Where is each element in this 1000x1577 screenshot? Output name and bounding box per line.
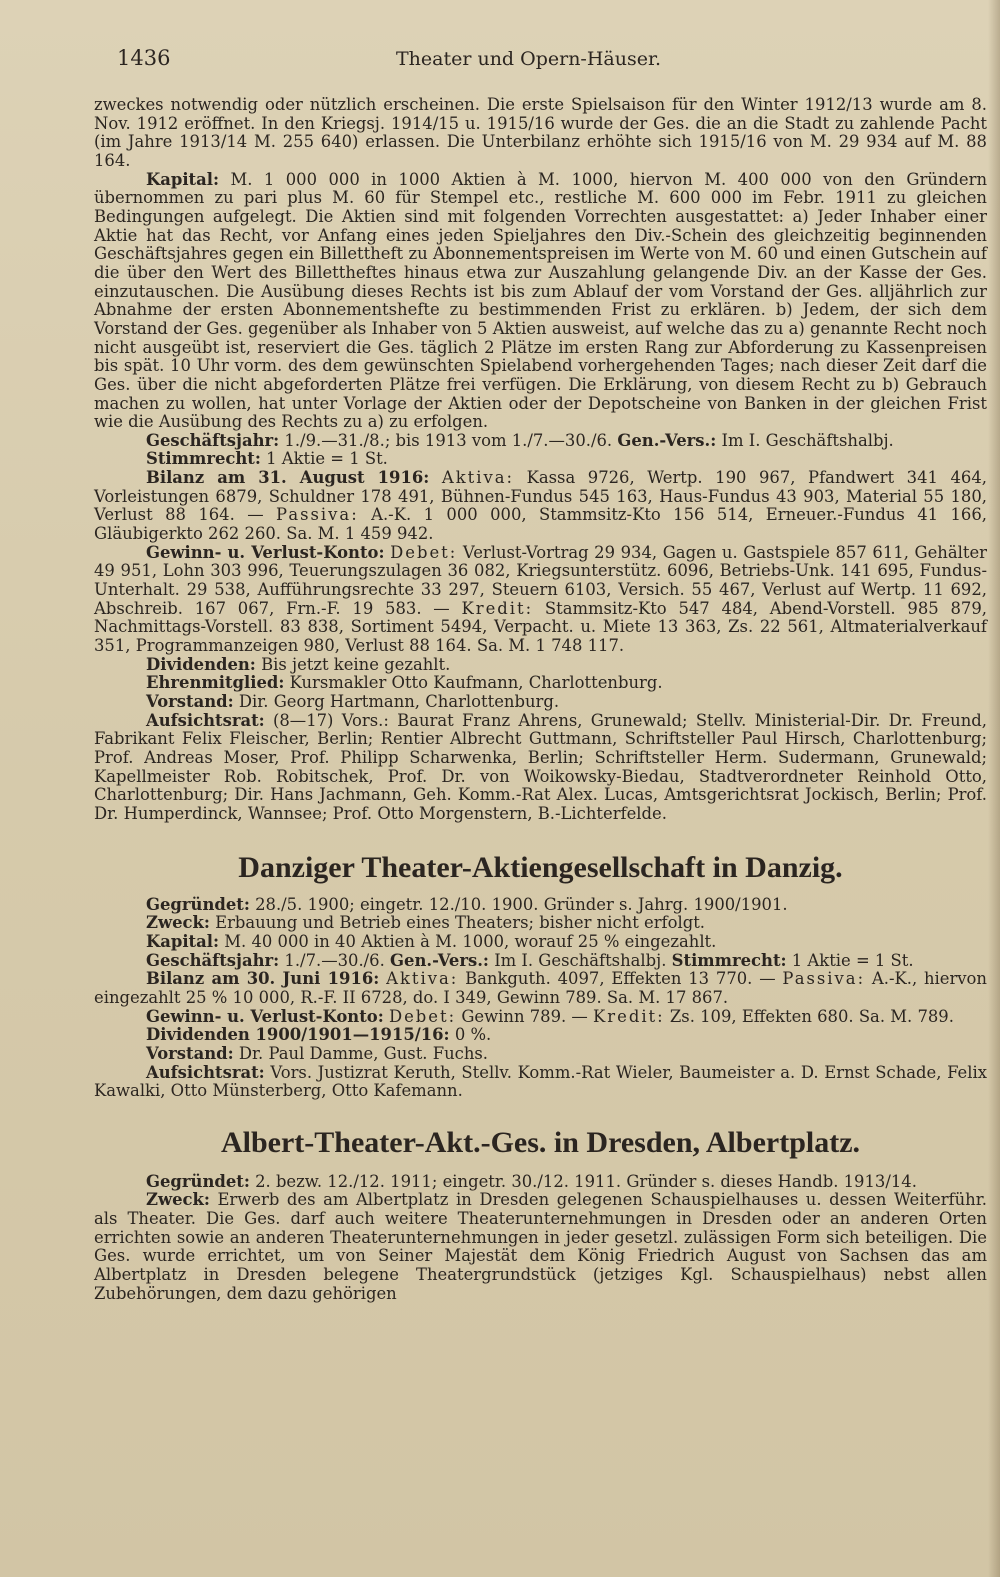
ehrenmitglied-text: Kursmakler Otto Kaufmann, Charlottenburg.: [289, 673, 663, 693]
danzig-dividenden-text: 0 %.: [454, 1025, 492, 1045]
danzig-zweck-label: Zweck:: [146, 913, 210, 933]
danzig-kapital-text: M. 40 000 in 40 Aktien à M. 1000, worauf 25 % eingezahlt.: [224, 931, 717, 951]
passiva-text: A.-K. 1 000 000, Stammsitz-Kto 156 514, Erneuer.-Fundus 41 166, Gläubigerkto 262 260. Sa. M. 1 459 942.: [94, 505, 987, 544]
danzig-stimmrecht-label: Stimmrecht:: [671, 950, 787, 970]
dividenden-paragraph: [94, 656, 987, 675]
danzig-vorstand-label: Vorstand:: [146, 1043, 234, 1063]
danzig-debet-text: Gewinn 789. —: [461, 1006, 588, 1026]
ehrenmitglied-label: Ehrenmitglied:: [146, 673, 285, 693]
stimmrecht-paragraph: [94, 450, 987, 469]
albert-gegruendet-paragraph: [94, 1173, 987, 1192]
aktiva-text: Kassa 9726, Wertp. 190 967, Pfandwert 341 464, Vorleistungen 6879, Schuldner 178 491, Bühnen-Fundus 545 163, Haus-Fundus 43 903, Material 55 180, Verlust 88 164. —: [94, 468, 987, 525]
stimmrecht-label: Stimmrecht:: [146, 449, 261, 469]
danzig-aufsichtsrat-label: Aufsichtsrat:: [146, 1062, 265, 1082]
albert-zweck-label: Zweck:: [146, 1190, 210, 1210]
danzig-gegruendet-label: Gegründet:: [146, 894, 250, 914]
passiva-label: Passiva:: [276, 505, 359, 525]
danzig-dividenden-paragraph: [94, 1026, 987, 1045]
bilanz-label: Bilanz am 31. August 1916:: [146, 468, 430, 488]
kredit-text: Stammsitz-Kto 547 484, Abend-Vorstell. 985 879, Nachmittags-Vorstell. 83 838, Sortiment 5494, Verpacht. u. Miete 13 363, Zs. 22 561, Altmaterialverkauf 351, Programmanzeigen 980, Verlust 88 164. Sa. M. 1 748 117.: [94, 598, 987, 656]
danzig-bilanz-label: Bilanz am 30. Juni 1916:: [146, 969, 380, 989]
albert-zweck-paragraph: [94, 1191, 987, 1303]
page-edge-shadow: [988, 0, 1000, 1577]
danzig-gen-vers-label: Gen.-Vers.:: [390, 950, 489, 970]
page-body: [94, 96, 987, 1303]
kapital-text: M. 1 000 000 in 1000 Aktien à M. 1000, hiervon M. 400 000 von den Gründern übernommen zu pari plus M. 60 für Stempel etc., restliche M. 600 000 im Febr. 1911 zu gleichen Bedingungen aufgelegt. Die Aktien sind mit folgenden Vorrechten ausgestattet: a) Jeder Inhaber einer Aktie hat das Recht, vor Anfang eines jeden Spieljahres den Div.-Schein des gleichzeitig beginnenden Geschäftsjahres gegen ein Billettheft zu Abonnementspreisen im Werte von M. 60 und einen Gutschein auf die über den Wert des Billettheftes hinaus etwa zur Auszahlung gelangende Div. an der Kasse der Ges. einzutauschen. Die Ausübung dieses Rechts ist bis zum Ablauf der vom Vorstand der Ges. alljährlich zur Abnahme der ersten Abonnementshefte zu bestimmenden Frist zu erklären. b) Jedem, der sich dem Vorstand der Ges. gegenüber als Inhaber von 5 Aktien ausweist, auf welche das zu a) genannte Recht noch nicht ausgeübt ist, reserviert die Ges. täglich 2 Plätze im ersten Rang zur Abforderung zu Kassenpreisen bis spät. 10 Uhr vorm. des dem gewünschten Spielabend vorhergehenden Tages; nach dieser Zeit darf die Ges. über die nicht abgeforderten Plätze frei verfügen. Die Erklärung, von diesem Recht zu b) Gebrauch machen zu wollen, hat unter Vorlage der Aktien oder der Depotscheine von Banken in der gleichen Frist wie die Ausübung des Rechts zu a) zu erfolgen.: [94, 169, 987, 432]
geschaeftsjahr-label: Geschäftsjahr:: [146, 430, 280, 450]
vorstand-label: Vorstand:: [146, 692, 234, 711]
danzig-debet-label: Debet:: [388, 1006, 457, 1026]
danzig-gewinn-verlust-label: Gewinn- u. Verlust-Konto:: [146, 1006, 384, 1026]
albert-gegruendet-label: Gegründet:: [146, 1171, 250, 1191]
geschaeftsjahr-paragraph: [94, 432, 987, 451]
kapital-paragraph: [94, 171, 987, 432]
gewinn-verlust-label: Gewinn- u. Verlust-Konto:: [146, 542, 385, 562]
gen-vers-text: Im I. Geschäftshalbj.: [721, 430, 894, 450]
danzig-gegruendet-text: 28./5. 1900; eingetr. 12./10. 1900. Gründer s. Jahrg. 1900/1901.: [255, 894, 788, 914]
danzig-vorstand-paragraph: [94, 1045, 987, 1064]
danzig-kapital-paragraph: [94, 933, 987, 952]
danzig-zweck-text: Erbauung und Betrieb eines Theaters; bisher nicht erfolgt.: [215, 913, 705, 933]
gewinn-verlust-paragraph: [94, 544, 987, 656]
danzig-geschaeftsjahr-paragraph: [94, 952, 987, 971]
danzig-passiva-text: A.-K., hiervon eingezahlt 25 % 10 000, R.-F. II 6728, do. I 349, Gewinn 789. Sa. M. 17 867.: [94, 969, 987, 1007]
aufsichtsrat-text: (8—17) Vors.: Baurat Franz Ahrens, Grunewald; Stellv. Ministerial-Dir. Dr. Freund, Fabrikant Felix Fleischer, Berlin; Rentier Albrecht Guttmann, Schriftsteller Paul Hirsch, Charlottenburg; Prof. Andreas Moser, Prof. Philipp Scharwenka, Berlin; Schriftsteller Herm. Sudermann, Grunewald; Kapellmeister Rob. Robitschek, Prof. Dr. von Woikowsky-Biedau, Stadtverordneter Reinhold Otto, Charlottenburg; Dir. Hans Jachmann, Geh. Komm.-Rat Alex. Lucas, Amtsgerichtsrat Jockisch, Berlin; Prof. Dr. Humperdinck, Wannsee; Prof. Otto Morgenstern, B.-Lichterfelde.: [94, 710, 987, 823]
danzig-gen-vers-text: Im I. Geschäftshalbj.: [494, 950, 667, 970]
page-header: [117, 46, 940, 76]
danzig-aktiva-label: Aktiva:: [386, 969, 459, 989]
aufsichtsrat-paragraph: [94, 712, 987, 824]
company-title-danzig: Danziger Theater-Aktiengesellschaft in Danzig.: [238, 850, 843, 884]
kapital-label: Kapital:: [146, 169, 220, 189]
aktiva-label: Aktiva:: [441, 468, 515, 488]
danzig-gewinn-verlust-paragraph: [94, 1008, 987, 1027]
danzig-bilanz-paragraph: [94, 970, 987, 1007]
ehrenmitglied-paragraph: [94, 674, 987, 693]
albert-zweck-text: Erwerb des am Albertplatz in Dresden gelegenen Schauspielhauses u. dessen Weiterführ. als Theater. Die Ges. darf auch weitere Theaterunternehmungen in Dresden oder an anderen Orten errichten sowie an anderen Theaterunternehmungen in jeder gesetzl. zulässigen Form sich beteiligen. Die Ges. wurde errichtet, um von Seiner Majestät dem König Friedrich August von Sachsen das am Albertplatz in Dresden belegene Theatergrundstück (jetziges Kgl. Schauspielhaus) nebst allen Zubehörungen, dem dazu gehörigen: [94, 1190, 987, 1303]
kredit-label: Kredit:: [461, 598, 534, 618]
vorstand-text: Dir. Georg Hartmann, Charlottenburg.: [238, 692, 560, 711]
danzig-geschaeftsjahr-text: 1./7.—30./6.: [284, 950, 385, 970]
running-title: Theater und Opern-Häuser.: [395, 48, 662, 70]
debet-text: Verlust-Vortrag 29 934, Gagen u. Gastspiele 857 611, Gehälter 49 951, Lohn 303 996, Teuerungszulagen 36 082, Kriegsunterstütz. 6096, Betriebs-Unk. 141 695, Fundus-Unterhalt. 29 538, Aufführungsrechte 33 297, Steuern 6103, Versich. 55 467, Verlust auf Wertp. 11 692, Abschreib. 167 067, Frn.-F. 19 583. —: [94, 542, 987, 618]
geschaeftsjahr-text: 1./9.—31./8.; bis 1913 vom 1./7.—30./6.: [284, 430, 613, 450]
danzig-gegruendet-paragraph: [94, 896, 987, 915]
danzig-aufsichtsrat-text: Vors. Justizrat Keruth, Stellv. Komm.-Rat Wieler, Baumeister a. D. Ernst Schade, Felix Kawalki, Otto Münsterberg, Otto Kafemann.: [94, 1062, 987, 1101]
danzig-dividenden-label: Dividenden 1900/1901—1915/16:: [146, 1025, 450, 1045]
danzig-kredit-text: Zs. 109, Effekten 680. Sa. M. 789.: [669, 1006, 954, 1026]
danzig-vorstand-text: Dr. Paul Damme, Gust. Fuchs.: [238, 1043, 488, 1063]
aufsichtsrat-label: Aufsichtsrat:: [146, 710, 265, 730]
gen-vers-label: Gen.-Vers.:: [617, 430, 717, 450]
danzig-kapital-label: Kapital:: [146, 931, 220, 951]
intro-paragraph: zweckes notwendig oder nützlich erscheinen. Die erste Spielsaison für den Winter 1912/13 wurde am 8. Nov. 1912 eröffnet. In den Kriegsj. 1914/15 u. 1915/16 wurde der Ges. die an die Stadt zu zahlende Pacht (im Jahre 1913/14 M. 255 640) erlassen. Die Unterbilanz erhöhte sich 1915/16 von M. 29 934 auf M. 88 164.: [94, 95, 987, 170]
dividenden-text: Bis jetzt keine gezahlt.: [261, 654, 451, 674]
company-title-albert-theater: Albert-Theater-Akt.-Ges. in Dresden, Albertplatz.: [220, 1125, 861, 1159]
danzig-kredit-label: Kredit:: [593, 1006, 665, 1026]
danzig-geschaeftsjahr-label: Geschäftsjahr:: [146, 950, 280, 970]
vorstand-paragraph: [94, 693, 987, 712]
danzig-aktiva-text: Bankguth. 4097, Effekten 13 770. —: [465, 969, 776, 989]
stimmrecht-text: 1 Aktie = 1 St.: [266, 449, 388, 469]
danzig-stimmrecht-text: 1 Aktie = 1 St.: [791, 950, 914, 970]
debet-label: Debet:: [390, 542, 458, 562]
page-number: 1436: [117, 46, 171, 70]
danzig-passiva-label: Passiva:: [782, 969, 866, 989]
dividenden-label: Dividenden:: [146, 654, 256, 674]
danzig-zweck-paragraph: [94, 914, 987, 933]
danzig-aufsichtsrat-paragraph: [94, 1064, 987, 1101]
bilanz-paragraph: [94, 469, 987, 544]
albert-gegruendet-text: 2. bezw. 12./12. 1911; eingetr. 30./12. 1911. Gründer s. dieses Handb. 1913/14.: [255, 1171, 917, 1191]
